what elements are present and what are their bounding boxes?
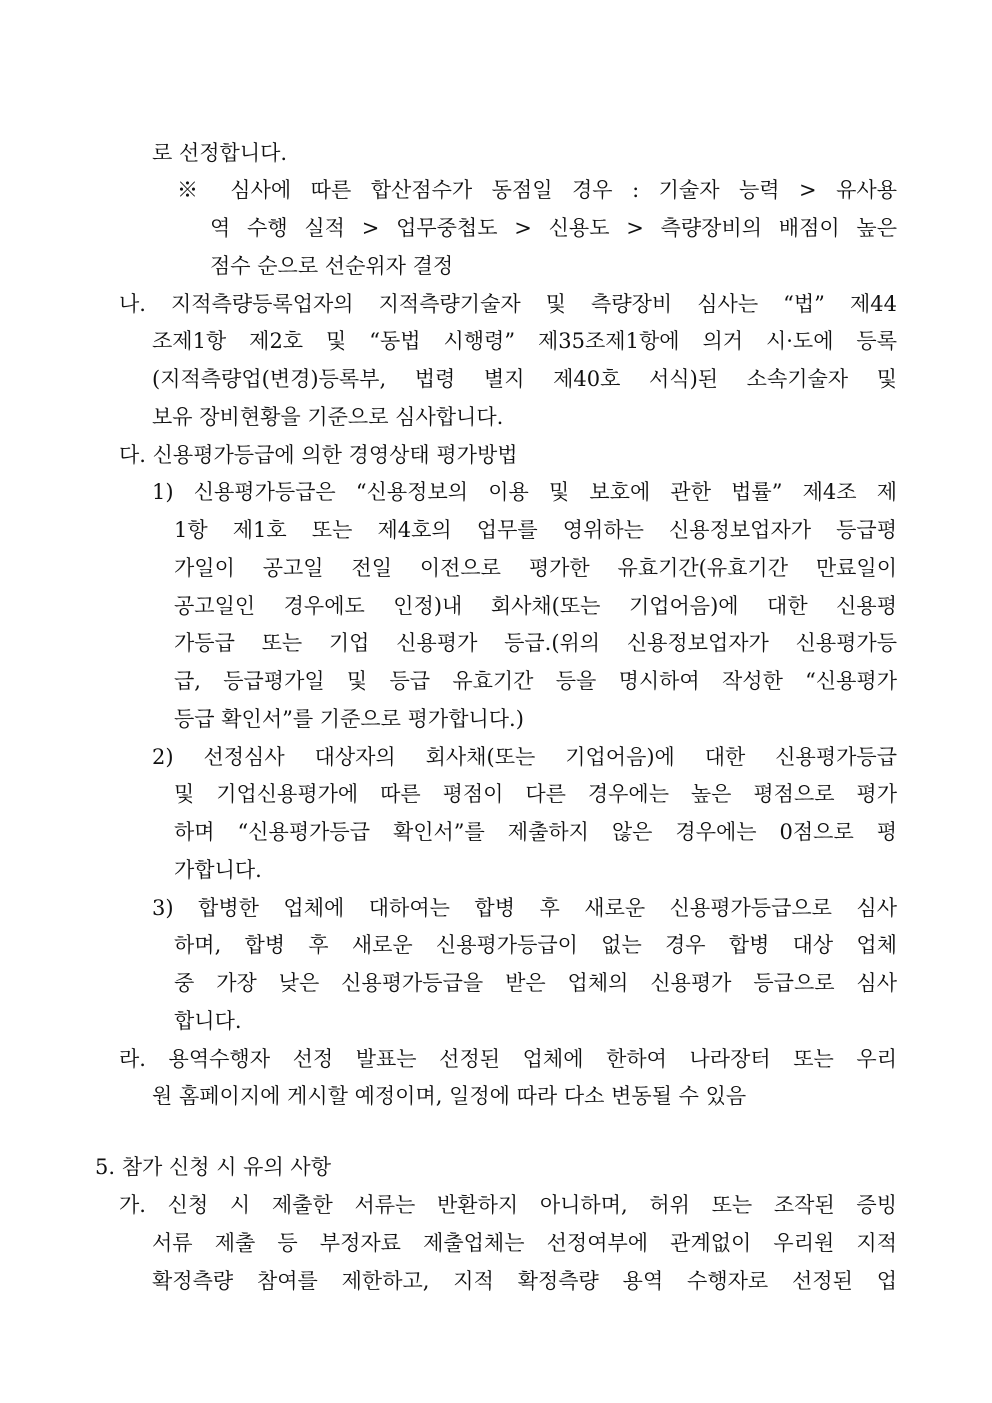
section-da-item3-line: 3) 합병한 업체에 대하여는 합병 후 새로운 신용평가등급으로 심사 xyxy=(152,896,897,920)
section-da-item1-line: 1) 신용평가등급은 “신용정보의 이용 및 보호에 관한 법률” 제4조 제 xyxy=(152,480,897,504)
section-da-heading: 다. 신용평가등급에 의한 경영상태 평가방법 xyxy=(119,443,518,467)
section5-ga-line: 서류 제출 등 부정자료 제출업체는 선정여부에 관계없이 우리원 지적 xyxy=(152,1231,897,1255)
section-na-line: (지적측량업(변경)등록부, 법령 별지 제40호 서식)된 소속기술자 및 xyxy=(152,367,897,391)
section-da-item2-line: 및 기업신용평가에 따른 평점이 다른 경우에는 높은 평점으로 평가 xyxy=(174,782,897,806)
section-da-item1-line: 1항 제1호 또는 제4호의 업무를 영위하는 신용정보업자가 등급평 xyxy=(174,518,897,542)
section-da-item3-line: 중 가장 낮은 신용평가등급을 받은 업체의 신용평가 등급으로 심사 xyxy=(174,971,897,995)
section5-ga-line: 확정측량 참여를 제한하고, 지적 확정측량 용역 수행자로 선정된 업 xyxy=(152,1269,897,1293)
section-na-line: 보유 장비현황을 기준으로 심사합니다. xyxy=(152,405,504,429)
section-da-item2-line: 가합니다. xyxy=(174,858,262,882)
tie-note-line: 점수 순으로 선순위자 결정 xyxy=(210,254,454,278)
tie-note-line: ※ 심사에 따른 합산점수가 동점일 경우 : 기술자 능력 > 유사용 xyxy=(177,178,897,202)
tie-note-line: 역 수행 실적 > 업무중첩도 > 신용도 > 측량장비의 배점이 높은 xyxy=(210,216,897,240)
section5-heading: 5. 참가 신청 시 유의 사항 xyxy=(95,1155,331,1179)
section-na-line: 조제1항 제2호 및 “동법 시행령” 제35조제1항에 의거 시·도에 등록 xyxy=(152,329,897,353)
section-da-item1-line: 급, 등급평가일 및 등급 유효기간 등을 명시하여 작성한 “신용평가 xyxy=(174,669,897,693)
section-da-item3-line: 합니다. xyxy=(174,1009,242,1033)
section-da-item3-line: 하며, 합병 후 새로운 신용평가등급이 없는 경우 합병 대상 업체 xyxy=(174,933,897,957)
section-da-item2-line: 2) 선정심사 대상자의 회사채(또는 기업어음)에 대한 신용평가등급 xyxy=(152,745,897,769)
section-na-line: 나. 지적측량등록업자의 지적측량기술자 및 측량장비 심사는 “법” 제44 xyxy=(119,292,897,316)
section-da-item1-line: 공고일인 경우에도 인정)내 회사채(또는 기업어음)에 대한 신용평 xyxy=(174,594,897,618)
section5-ga-line: 가. 신청 시 제출한 서류는 반환하지 아니하며, 허위 또는 조작된 증빙 xyxy=(119,1193,897,1217)
section-da-item1-line: 등급 확인서”를 기준으로 평가합니다.) xyxy=(174,707,524,731)
section-ra-line: 라. 용역수행자 선정 발표는 선정된 업체에 한하여 나라장터 또는 우리 xyxy=(119,1047,897,1071)
section-da-item1-line: 가등급 또는 기업 신용평가 등급.(위의 신용정보업자가 신용평가등 xyxy=(174,631,897,655)
section-da-item2-line: 하며 “신용평가등급 확인서”를 제출하지 않은 경우에는 0점으로 평 xyxy=(174,820,897,844)
section-da-item1-line: 가일이 공고일 전일 이전으로 평가한 유효기간(유효기간 만료일이 xyxy=(174,556,897,580)
section-ra-line: 원 홈페이지에 게시할 예정이며, 일정에 따라 다소 변동될 수 있음 xyxy=(152,1084,747,1108)
intro-text: 로 선정합니다. xyxy=(152,141,288,165)
